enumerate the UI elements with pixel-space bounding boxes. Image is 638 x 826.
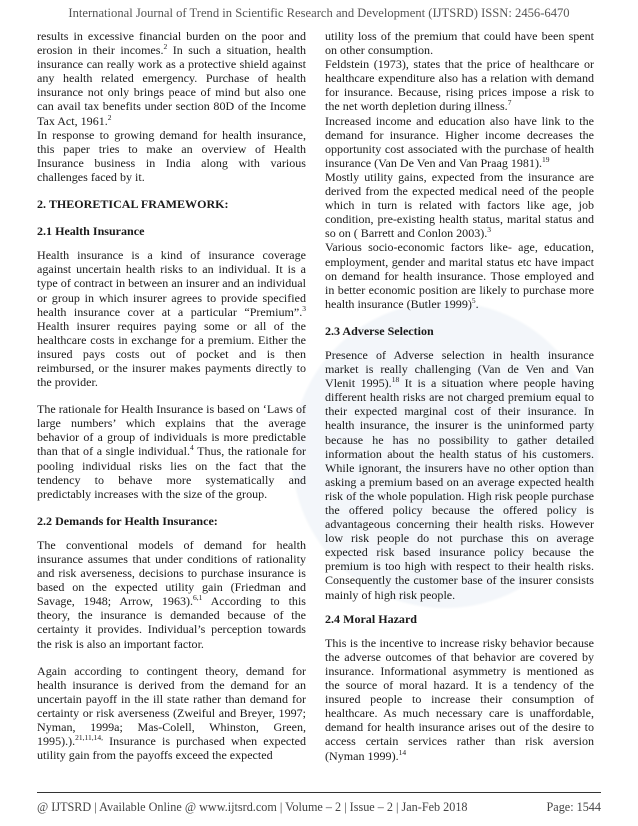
section-heading: 2. THEORETICAL FRAMEWORK:	[37, 197, 229, 212]
paragraph: Increased income and education also have link to the demand for insurance. Higher income decreases the opportunity cost associated with the purchase of health insurance (Van De Ven and Van Praag 1981).$^{19}$	[325, 113, 594, 170]
paragraph: In response to growing demand for health insurance, this paper tries to make an overview of Health Insurance business in India along with various challenges faced by it.	[37, 127, 306, 184]
paragraph: utility loss of the premium that could have been spent on other consumption.	[325, 29, 594, 58]
footer-rule	[37, 792, 601, 793]
paragraph: The rationale for Health Insurance is based on ‘Laws of large numbers’ which explains that the average behavior of a group of individuals is more predictable than that of a single individual.$^4$ Thus, the rationale for pooling individual risks lies on the fact that the tendency to behave more systematically and predictably increases with the size of the group.	[37, 402, 306, 501]
paragraph: Health insurance is a kind of insurance coverage against uncertain health risks to an individual. It is a type of contract in between an insurer and an individual or group in which insurer agrees to provide specified health insurance cover at a particular “Premium”.$^3$ Health insurer requires paying some or all of the healthcare costs in exchange for a premium. Either the insured pays costs out of pocket and is then reimbursed, or the insurer makes payments directly to the provider.	[37, 248, 306, 390]
subsection-heading: 2.1 Health Insurance	[37, 224, 145, 239]
subsection-heading: 2.3 Adverse Selection	[325, 323, 434, 338]
paragraph: This is the incentive to increase risky behavior because the adverse outcomes of that behavior are covered by insurance. Informational asymmetry is mentioned as the source of moral hazard. It is a tendency of the insured people to increase their consumption of healthcare. As much necessary care is unaffordable, demand for health insurance arises out of the desire to access certain services rather than risk aversion (Nyman 1999).$^{14}$	[325, 635, 594, 763]
right-column	[325, 29, 594, 763]
page-number: Page: 1544	[546, 800, 601, 814]
paragraph: Again according to contingent theory, demand for health insurance is derived from the demand for an uncertain payoff in the ill state rather than demand for certainty or risk averseness (Zweiful and Breyer, 1997; Nyman, 1999a; Mas-Colell, Whinston, Green, 1995).).$^{21,11,14,}$ Insurance is purchased when expected utility gain from the payoffs exceed the expected	[37, 663, 306, 763]
subsection-heading: 2.2 Demands for Health Insurance:	[37, 513, 218, 528]
left-column	[37, 29, 306, 762]
paragraph: Mostly utility gains, expected from the insurance are derived from the expected medical need of the people which in turn is related with factors like age, job condition, pre-existing health status, marital status and so on ( Barrett and Conlon 2003).$^3$	[325, 169, 594, 241]
paragraph: The conventional models of demand for health insurance assumes that under conditions of rationality and risk averseness, decisions to purchase insurance is based on the expected utility gain (Friedman and Savage, 1948; Arrow, 1963).$^{6,1}$ According to this theory, the insurance is demanded because of the certainty it provides. Individual’s perception towards the risk is also an important factor.	[37, 537, 306, 651]
journal-header: International Journal of Trend in Scientific Research and Development (IJTSRD) ISSN: 2456-6470	[68, 6, 570, 20]
paragraph: results in excessive financial burden on the poor and erosion in their incomes.$^2$ In such a situation, health insurance can really work as a protective shield against any health related emergency. Purchase of health insurance not only brings peace of mind but also one can avail tax benefits under section 80D of the Income Tax Act, 1961.$^2$	[37, 29, 306, 128]
paragraph: Presence of Adverse selection in health insurance market is really challenging (Van de Ven and Van Vlenit 1995).$^{18}$ It is a situation where people having different health risks are not charged premium equal to their expected marginal cost of their insurance. In health insurance, the insurer is the uninformed party because he has no possibility to gather detailed information about the health status of his customers. While ignorant, the insurers have no other option than asking a premium based on an average expected health risk of the whole population. High risk people purchase the offered policy because the offered policy is advantageous concerning their health risks. However low risk people do not purchase this on average expected risk based insurance policy because the premium is too high with respect to their health risks. Consequently the customer base of the insurer consists mainly of high risk people.	[325, 347, 594, 602]
subsection-heading: 2.4 Moral Hazard	[325, 611, 418, 626]
footer-citation: @ IJTSRD | Available Online @ www.ijtsrd.com | Volume – 2 | Issue – 2 | Jan-Feb 2018	[37, 800, 468, 814]
paragraph: Feldstein (1973), states that the price of healthcare or healthcare expenditure also has a relation with demand for insurance. Because, rising prices impose a risk to the net worth depletion during illness.$^7$	[325, 57, 594, 114]
page-footer	[37, 800, 601, 815]
paragraph: Various socio-economic factors like- age, education, employment, gender and marital status etc have impact on demand for health insurance. Those employed and in better economic position are likely to purchase more health insurance (Butler 1999)$^5$.	[325, 240, 594, 311]
